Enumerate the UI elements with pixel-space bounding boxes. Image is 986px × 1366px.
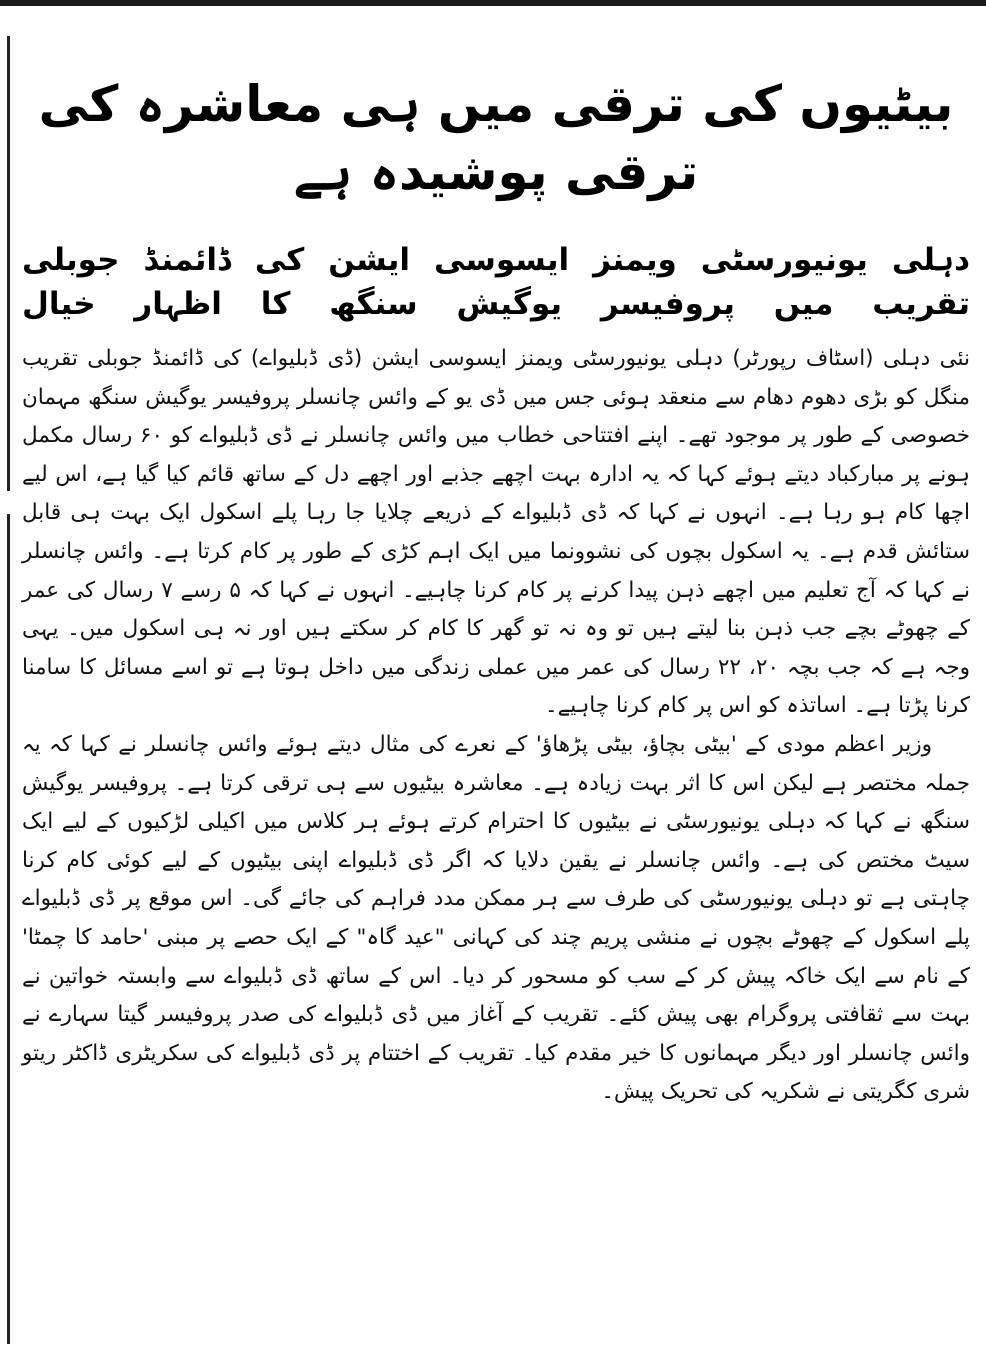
news-article [22,70,970,1112]
article-paragraph: نئی دہلی (اسٹاف رپورٹر) دہلی یونیورسٹی ویمنز ایسوسی ایشن (ڈی ڈبلیواے) کی ڈائمنڈ جوبلی تقریب منگل کو بڑی دھوم دھام سے منعقد ہوئی جس میں ڈی یو کے وائس چانسلر پروفیسر یوگیش سنگھ مہمان خصوصی کے طور پر موجود تھے۔ اپنے افتتاحی خطاب میں وائس چانسلر نے ڈی ڈبلیواے کو ۶۰ رسال مکمل ہونے پر مبارکباد دیتے ہوئے کہا کہ یہ ادارہ بہت اچھے جذبے اور اچھے دل کے ساتھ قائم کیا گیا ہے، اس لیے اچھا کام ہو رہا ہے۔ انہوں نے کہا کہ ڈی ڈبلیواے کے ذریعے چلایا جا رہا پلے اسکول ایک بہت ہی قابل ستائش قدم ہے۔ یہ اسکول بچوں کی نشوونما میں ایک اہم کڑی کے طور پر کام کرتا ہے۔ وائس چانسلر نے کہا کہ آج تعلیم میں اچھے ذہن پیدا کرنے پر کام کرنا چاہیے۔ انہوں نے کہا کہ ۵ رسے ۷ رسال کی عمر کے چھوٹے بچے جب ذہن بنا لیتے ہیں تو وہ نہ تو گھر کا کام کر سکتے ہیں اور نہ ہی اسکول میں۔ یہی وجہ ہے کہ جب بچہ ۲۰، ۲۲ رسال کی عمر میں عملی زندگی میں داخل ہوتا ہے تو اسے مسائل کا سامنا کرنا پڑتا ہے۔ اساتذہ کو اس پر کام کرنا چاہیے۔ [22,346,971,719]
article-headline: بیٹیوں کی ترقی میں ہی معاشرہ کی ترقی پوشیدہ ہے [38,75,954,201]
article-paragraph: وزیر اعظم مودی کے 'بیٹی بچاؤ، بیٹی پڑھاؤ' کے نعرے کی مثال دیتے ہوئے وائس چانسلر نے کہا کہ یہ جملہ مختصر ہے لیکن اس کا اثر بہت زیادہ ہے۔ معاشرہ بیٹیوں سے ہی ترقی کرتا ہے۔ پروفیسر یوگیش سنگھ نے کہا کہ دہلی یونیورسٹی نے بیٹیوں کا احترام کرتے ہوئے ہر کلاس میں اکیلی لڑکیوں کے لیے ایک سیٹ مختص کی ہے۔ وائس چانسلر نے یقین دلایا کہ اگر ڈی ڈبلیواے اپنی بیٹیوں کے لیے کوئی کام کرنا چاہتی ہے تو دہلی یونیورسٹی کی طرف سے ہر ممکن مدد فراہم کی جائے گی۔ اس موقع پر ڈی ڈبلیواے پلے اسکول کے چھوٹے بچوں نے منشی پریم چند کی کہانی "عید گاہ" کے ایک حصے پر مبنی 'حامد کا چمٹا' کے نام سے ایک خاکہ پیش کر کے سب کو مسحور کر دیا۔ اس کے ساتھ ڈی ڈبلیواے سے وابستہ خواتین نے بہت سے ثقافتی پروگرام بھی پیش کئے۔ تقریب کے آغاز میں ڈی ڈبلیواے کی صدر پروفیسر گیتا سہارے نے وائس چانسلر اور دیگر مہمانوں کا خیر مقدم کیا۔ تقریب کے اختتام پر ڈی ڈبلیواے کی سکریٹری ڈاکٹر ریتو شری کگریتی نے شکریہ کی تحریک پیش۔ [22,731,970,1105]
article-subheadline: دہلی یونیورسٹی ویمنز ایسوسی ایشن کی ڈائمنڈ جوبلی تقریب میں پروفیسر یوگیش سنگھ کا اظہار خیال [22,242,970,322]
left-column-rule-lower [7,514,10,1344]
article-body [22,340,970,1112]
top-border-rule [0,0,986,6]
left-column-rule-upper [7,36,10,491]
